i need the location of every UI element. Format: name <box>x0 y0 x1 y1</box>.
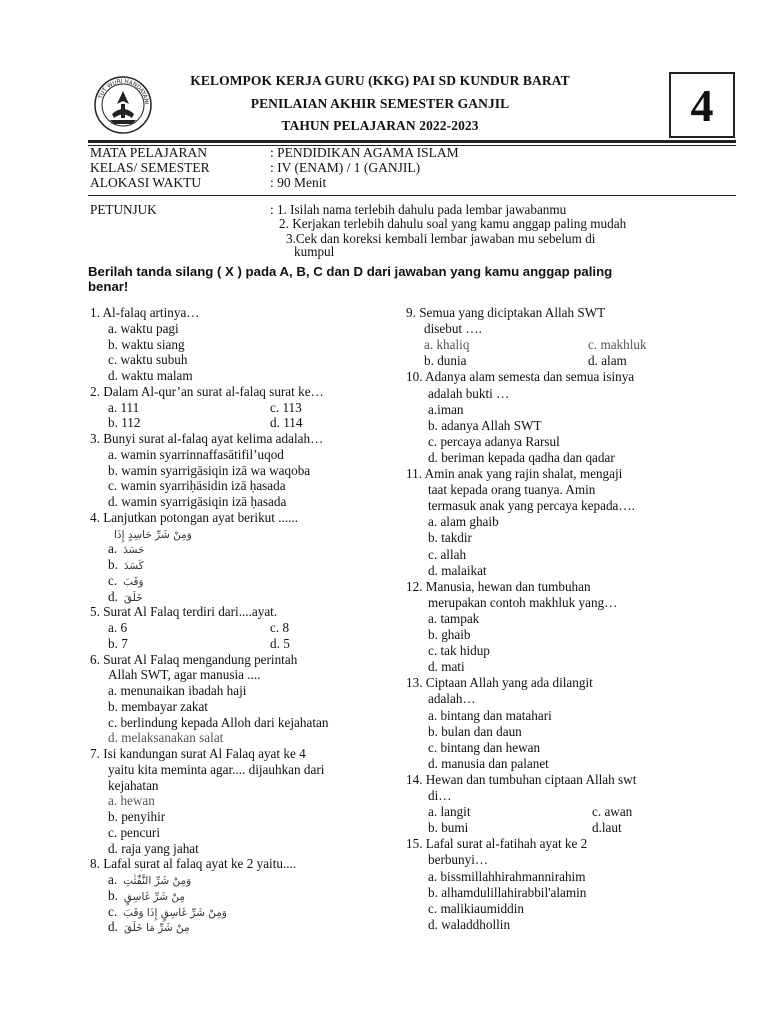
question-line <box>108 904 227 920</box>
line-text: 12. Manusia, hewan dan tumbuhan <box>406 578 591 594</box>
arabic-option-text: حَسَدَ <box>123 544 145 557</box>
question-line <box>406 369 634 385</box>
header-divider-thick <box>88 140 736 143</box>
line-text: d. mati <box>428 659 465 675</box>
question-line <box>108 478 286 494</box>
line-text: c. berlindung kepada Alloh dari kejahatan <box>108 714 329 730</box>
question-line <box>428 595 617 611</box>
question-line <box>108 541 145 557</box>
option-text-col2: d. 5 <box>270 635 290 651</box>
line-text: c. <box>108 572 118 588</box>
line-text: 14. Hewan dan tumbuhan ciptaan Allah swt <box>406 771 637 787</box>
arabic-option-text: مِنْ شَرِّ مَا خَلَقَ <box>123 922 190 935</box>
petunjuk-item-2: 2. Kerjakan terlebih dahulu soal yang kamu anggap paling mudah <box>279 216 627 231</box>
question-line <box>428 434 560 450</box>
question-line <box>428 386 509 402</box>
question-line <box>424 337 647 353</box>
question-line <box>108 321 179 337</box>
line-text: d. manusia dan palanet <box>428 755 549 771</box>
arabic-option-text: كَسَدَ <box>123 560 144 572</box>
question-line <box>90 431 323 447</box>
question-line <box>406 675 593 691</box>
line-text: a. waktu pagi <box>108 320 179 336</box>
line-text: 3. Bunyi surat al-falaq ayat kelima adalah… <box>90 431 324 446</box>
info-label: ALOKASI WAKTU <box>90 175 202 190</box>
line-text: termasuk anak yang percaya kepada…. <box>428 498 635 514</box>
arabic-option-text: وَمِنْ شَرِّ غَاسِقٍ إِذَا وَقَبَ <box>123 906 227 919</box>
question-line <box>108 415 303 431</box>
option-text-col2: c. 8 <box>270 620 290 635</box>
line-text: adalah bukti … <box>428 385 510 401</box>
line-text: 2. Dalam Al-qur’an surat al-falaq surat ke… <box>90 383 324 399</box>
line-text: a. 111 <box>108 399 140 415</box>
option-text-col2: d.laut <box>592 820 622 836</box>
question-line <box>108 589 143 605</box>
question-line <box>108 715 328 731</box>
question-line <box>108 809 165 825</box>
info-divider <box>88 195 736 196</box>
line-text: b. waktu siang <box>108 336 185 352</box>
line-text: d. melaksanakan salat <box>108 730 224 746</box>
line-text: a. khaliq <box>424 337 470 353</box>
line-text: d. <box>108 919 118 935</box>
line-text: yaitu kita meminta agar.... dijauhkan dari <box>108 761 325 777</box>
info-value: : IV (ENAM) / 1 (GANJIL) <box>270 160 421 175</box>
question-line <box>90 746 306 762</box>
question-line <box>90 384 324 400</box>
arabic-option-text: مِنْ شَرِّ غَاسِقٍ <box>123 890 186 903</box>
line-text: b. <box>108 887 118 903</box>
question-line <box>108 762 324 778</box>
question-line <box>90 604 277 620</box>
line-text: d. raja yang jahat <box>108 840 199 856</box>
line-text: taat kepada orang tuanya. Amin <box>428 482 596 498</box>
line-text: 5. Surat Al Falaq terdiri dari....ayat. <box>90 604 278 620</box>
exam-header <box>0 0 768 140</box>
line-text: 7. Isi kandungan surat Al Falaq ayat ke 4 <box>90 746 306 761</box>
line-text: b. dunia <box>424 353 467 369</box>
line-text: disebut …. <box>424 321 482 337</box>
line-text: a.iman <box>428 401 464 417</box>
question-line <box>428 643 490 659</box>
question-line <box>90 305 200 321</box>
arabic-option-text: خَلَقَ <box>123 591 143 604</box>
question-line <box>108 494 286 510</box>
line-text: 13. Ciptaan Allah yang ada dilangit <box>406 675 593 691</box>
line-text: d. malaikat <box>428 562 487 578</box>
info-value: : 90 Menit <box>270 175 327 190</box>
question-line <box>108 888 185 904</box>
question-line <box>108 557 144 573</box>
line-text: وَمِنْ شَرِّ حَاسِدٍ إِذَا <box>114 528 192 541</box>
question-line <box>108 825 160 841</box>
question-line <box>428 659 465 675</box>
line-text: c. waktu subuh <box>108 352 188 368</box>
question-line <box>90 652 297 668</box>
question-line <box>90 856 296 872</box>
question-line <box>428 611 479 627</box>
line-text: b. bulan dan daun <box>428 723 522 739</box>
line-text: b. 112 <box>108 415 141 431</box>
question-line <box>428 756 549 772</box>
question-line <box>424 321 482 337</box>
petunjuk-item-1: : 1. Isilah nama terlebih dahulu pada lembar jawabanmu <box>270 202 567 217</box>
question-line <box>428 788 451 804</box>
option-text-col2: c. awan <box>592 804 633 820</box>
question-line <box>428 563 487 579</box>
line-text: a. bintang dan matahari <box>428 707 552 723</box>
question-line <box>428 514 499 530</box>
line-text: a. <box>108 872 118 887</box>
question-line <box>108 919 190 935</box>
question-line <box>428 691 476 707</box>
petunjuk-item-4: kumpul <box>294 244 335 259</box>
line-text: d. waladdhollin <box>428 916 511 932</box>
question-line <box>108 635 290 652</box>
arabic-option-text: وَقَبَ <box>123 575 144 588</box>
question-line <box>108 683 246 699</box>
line-text: c. percaya adanya Rarsul <box>428 433 560 449</box>
line-text: b. bumi <box>428 820 469 836</box>
question-line <box>114 526 192 542</box>
line-text: a. 6 <box>108 620 128 635</box>
line-text: b. wamin syarrigāsiqin izā wa waqoba <box>108 462 311 478</box>
line-text: a. menunaikan ibadah haji <box>108 683 247 698</box>
question-line <box>428 820 622 836</box>
line-text: b. ghaib <box>428 627 471 642</box>
line-text: Allah SWT, agar manusia .... <box>108 667 261 683</box>
question-line <box>108 778 159 794</box>
line-text: a. tampak <box>428 610 480 626</box>
question-line <box>406 836 587 852</box>
question-line <box>108 793 155 809</box>
line-text: c. wamin syarriḥāsidin izā ḥasada <box>108 478 286 494</box>
petunjuk-item-3: 3.Cek dan koreksi kembali lembar jawaban mu sebelum di <box>286 231 596 246</box>
question-line <box>108 872 191 888</box>
question-line <box>108 463 310 479</box>
line-text: a. hewan <box>108 793 155 809</box>
question-line <box>428 740 540 756</box>
line-text: d. waktu malam <box>108 368 193 383</box>
line-text: c. bintang dan hewan <box>428 739 541 755</box>
line-text: kejahatan <box>108 777 159 793</box>
question-line <box>108 399 302 416</box>
line-text: a. alam ghaib <box>428 514 499 530</box>
arabic-option-text: وَمِنْ شَرِّ النَّفّٰثٰتِ <box>123 875 192 887</box>
line-text: d. wamin syarrigāsiqin izā ḥasada <box>108 494 287 509</box>
line-text: 10. Adanya alam semesta dan semua isinya <box>406 369 635 385</box>
question-line <box>108 841 199 857</box>
line-text: 9. Semua yang diciptakan Allah SWT <box>406 305 606 320</box>
exam-number-box: 4 <box>669 72 735 138</box>
header-line-1: KELOMPOK KERJA GURU (KKG) PAI SD KUNDUR BARAT <box>190 73 570 88</box>
option-text-col2: c. 113 <box>270 399 302 415</box>
line-text: 11. Amin anak yang rajin shalat, mengaji <box>406 466 623 481</box>
petunjuk-label: PETUNJUK <box>90 202 157 217</box>
line-text: b. membayar zakat <box>108 698 208 714</box>
line-text: 4. Lanjutkan potongan ayat berikut ...... <box>90 509 299 525</box>
question-line <box>428 482 595 498</box>
question-line <box>428 547 466 563</box>
line-text: b. 7 <box>108 635 128 651</box>
question-line <box>406 305 605 321</box>
line-text: 1. Al-falaq artinya… <box>90 305 200 320</box>
line-text: c. <box>108 903 118 919</box>
svg-text:TUT WURI HANDAYANI: TUT WURI HANDAYANI <box>97 78 150 105</box>
line-text: a. wamin syarrinnaffasātifil’uqod <box>108 446 284 462</box>
question-line <box>428 708 552 724</box>
option-text-col2: d. 114 <box>270 415 303 431</box>
question-line <box>428 869 585 885</box>
option-text-col2: d. alam <box>588 353 627 369</box>
header-line-2: PENILAIAN AKHIR SEMESTER GANJIL <box>250 96 510 111</box>
line-text: b. penyihir <box>108 809 166 824</box>
question-line <box>108 352 187 368</box>
question-line <box>428 852 488 868</box>
question-line <box>406 466 622 482</box>
question-line <box>428 917 510 933</box>
info-label: MATA PELAJARAN <box>90 145 208 160</box>
question-line <box>428 901 524 917</box>
instruction-line-1: Berilah tanda silang ( X ) pada A, B, C dan D dari jawaban yang kamu anggap paling <box>88 264 613 279</box>
line-text: c. allah <box>428 546 467 562</box>
question-line <box>428 885 586 901</box>
question-line <box>428 450 615 466</box>
line-text: d. beriman kepada qadha dan qadar <box>428 449 615 465</box>
info-label: KELAS/ SEMESTER <box>90 160 210 175</box>
line-text: berbunyi… <box>428 852 489 868</box>
question-line <box>406 772 636 788</box>
question-line <box>108 447 284 463</box>
line-text: a. langit <box>428 804 471 820</box>
info-value: : PENDIDIKAN AGAMA ISLAM <box>270 145 459 160</box>
question-line <box>108 337 185 353</box>
question-line <box>428 530 472 546</box>
line-text: merupakan contoh makhluk yang… <box>428 594 618 610</box>
line-text: 15. Lafal surat al-fatihah ayat ke 2 <box>406 836 588 852</box>
question-line <box>406 579 591 595</box>
question-line <box>108 730 223 746</box>
question-line <box>424 353 627 369</box>
line-text: c. tak hidup <box>428 643 490 659</box>
question-line <box>108 573 144 589</box>
line-text: 8. Lafal surat al falaq ayat ke 2 yaitu.... <box>90 856 297 872</box>
instruction-line-2: benar! <box>88 279 129 294</box>
question-line <box>428 418 542 434</box>
line-text: c. malikiaumiddin <box>428 900 524 916</box>
line-text: 6. Surat Al Falaq mengandung perintah <box>90 651 298 667</box>
question-line <box>108 667 260 683</box>
option-text-col2: c. makhluk <box>588 337 647 353</box>
question-line <box>428 724 522 740</box>
line-text: adalah… <box>428 691 476 707</box>
question-line <box>428 804 633 820</box>
line-text: b. alhamdulillahirabbil'alamin <box>428 884 587 900</box>
question-line <box>428 402 464 418</box>
line-text: a. bissmillahhirahmannirahim <box>428 868 586 884</box>
header-line-3: TAHUN PELAJARAN 2022-2023 <box>281 118 479 133</box>
line-text: b. <box>108 557 118 572</box>
line-text: b. adanya Allah SWT <box>428 417 542 433</box>
line-text: b. takdir <box>428 530 472 546</box>
question-line <box>428 627 471 643</box>
instruction <box>88 264 648 294</box>
question-line <box>108 368 193 384</box>
question-line <box>108 620 290 636</box>
line-text: c. pencuri <box>108 824 160 840</box>
line-text: d. <box>108 588 118 604</box>
line-text: di… <box>428 788 452 803</box>
question-line <box>428 498 635 514</box>
question-line <box>108 699 208 715</box>
question-line <box>90 510 298 526</box>
line-text: a. <box>108 541 118 557</box>
